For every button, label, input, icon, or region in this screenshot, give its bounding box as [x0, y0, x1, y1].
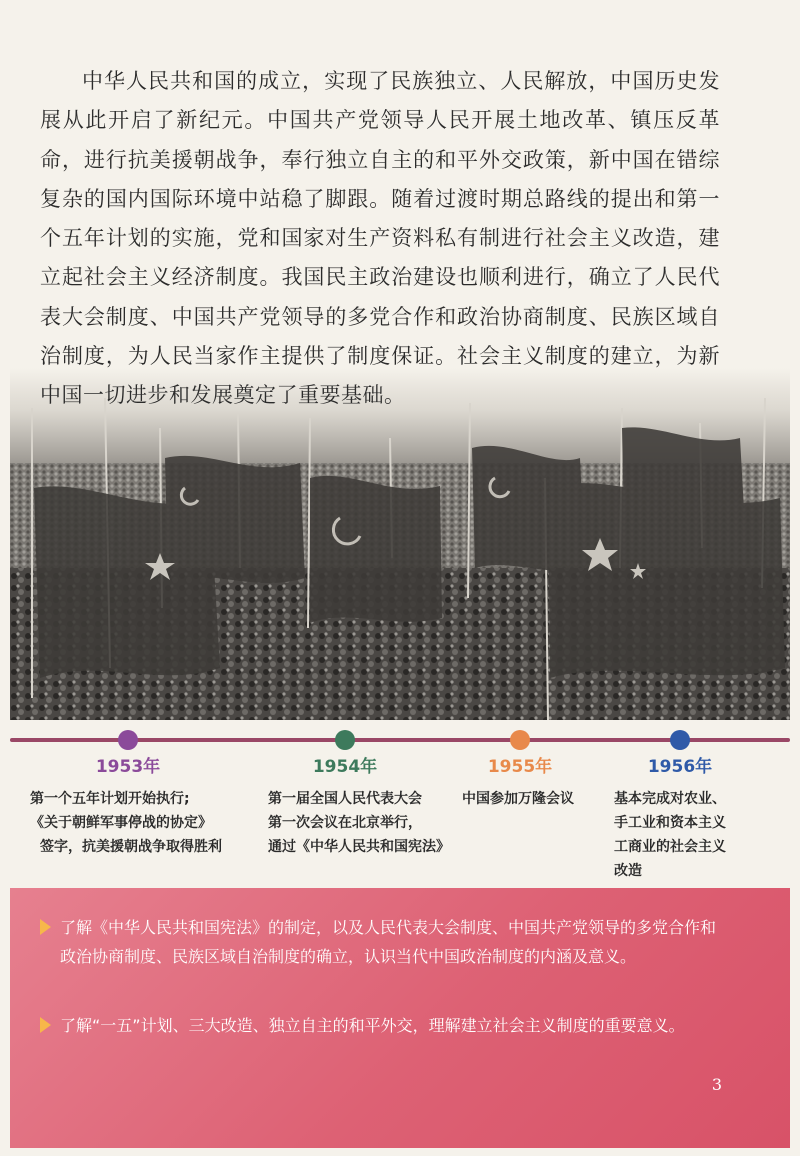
timeline-year-1956: 1956年	[647, 757, 713, 777]
learning-goal-2	[60, 1011, 720, 1040]
timeline-desc-line: 第一届全国人民代表大会	[268, 791, 422, 807]
timeline-desc-1954	[268, 787, 450, 859]
intro-paragraph: 中华人民共和国的成立，实现了民族独立、人民解放，中国历史发展从此开启了新纪元。中国共产党领导人民开展土地改革、镇压反革命，进行抗美援朝战争，奉行独立自主的和平外交政策，新中国在错综复杂的国内国际环境中站稳了脚跟。随着过渡时期总路线的提出和第一个五年计划的实施，党和国家对生产资料私有制进行社会主义改造，建立起社会主义经济制度。我国民主政治建设也顺利进行，确立了人民代表大会制度、中国共产党领导的多党合作和政治协商制度、民族区域自治制度，为人民当家作主提供了制度保证。社会主义制度的建立，为新中国一切进步和发展奠定了重要基础。	[40, 69, 720, 408]
timeline-year-1953: 1953年	[95, 757, 161, 777]
timeline-desc-line: 中国参加万隆会议	[462, 791, 574, 807]
learning-goal-text: 了解《中华人民共和国宪法》的制定，以及人民代表大会制度、中国共产党领导的多党合作和政治协商制度、民族区域自治制度的确立，认识当代中国政治制度的内涵及意义。	[60, 918, 717, 966]
timeline-desc-line: 基本完成对农业、	[614, 791, 726, 807]
learning-goal-1	[60, 913, 720, 971]
timeline-desc-line: 通过《中华人民共和国宪法》	[268, 839, 450, 855]
timeline-dot-1956	[670, 730, 690, 750]
timeline-dot-1955	[510, 730, 530, 750]
page-number: 3	[711, 1075, 722, 1094]
timeline-desc-line: 签字，抗美援朝战争取得胜利	[40, 839, 222, 855]
timeline-desc-line: 手工业和资本主义	[614, 815, 726, 831]
timeline-desc-line: 第一个五年计划开始执行;	[30, 791, 190, 807]
timeline-desc-1956	[614, 787, 726, 883]
triangle-bullet-icon	[40, 919, 51, 935]
timeline-desc-1953	[30, 787, 222, 859]
timeline-desc-line: 工商业的社会主义	[614, 839, 726, 855]
historical-crowd-photo	[10, 368, 790, 720]
timeline-dot-1954	[335, 730, 355, 750]
timeline-desc-line: 第一次会议在北京举行，	[268, 815, 422, 831]
timeline-dot-1953	[118, 730, 138, 750]
timeline-year-1955: 1955年	[487, 757, 553, 777]
timeline-desc-line: 改造	[614, 863, 642, 879]
timeline-desc-1955	[462, 787, 574, 811]
timeline-desc-line: 《关于朝鲜军事停战的协定》	[30, 815, 212, 831]
timeline-year-1954: 1954年	[312, 757, 378, 777]
triangle-bullet-icon	[40, 1017, 51, 1033]
learning-goal-text: 了解“一五”计划、三大改造、独立自主的和平外交，理解建立社会主义制度的重要意义。	[60, 1016, 685, 1035]
